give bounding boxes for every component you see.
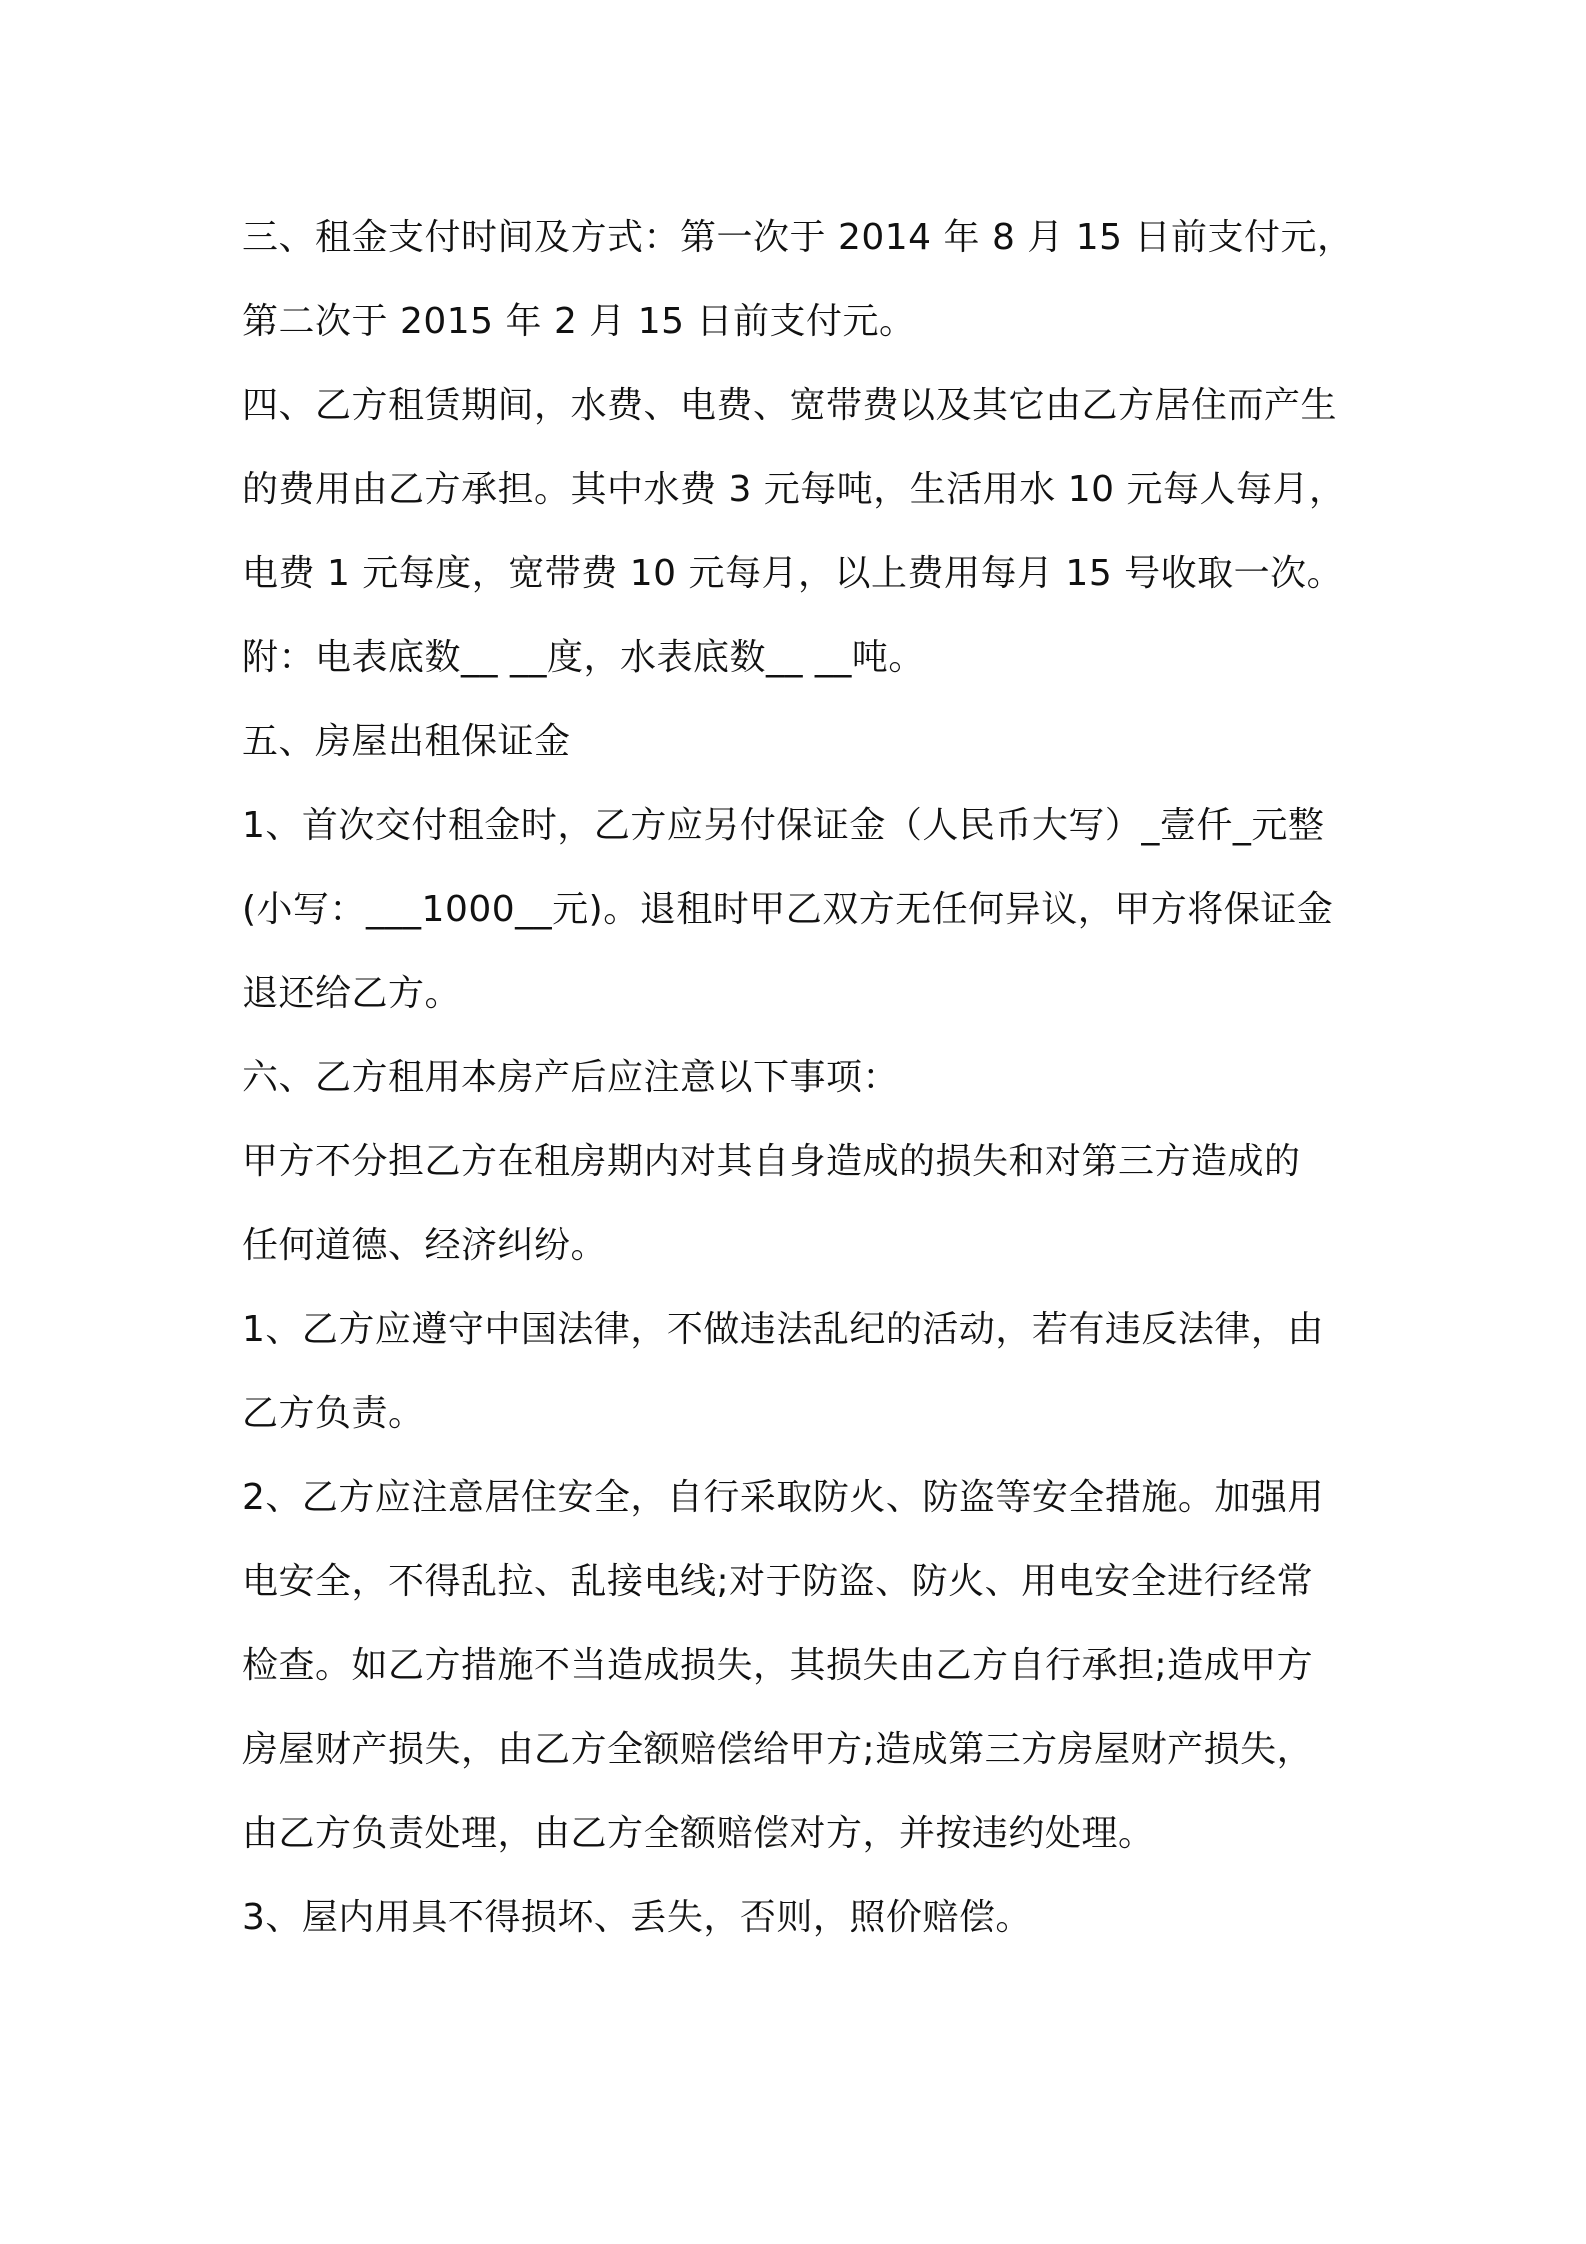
text-line: 甲方不分担乙方在租房期内对其自身造成的损失和对第三方造成的 [242,1141,1301,1182]
text-line: 3、屋内用具不得损坏、丢失，否则，照价赔偿。 [242,1897,1032,1938]
text-line: 第二次于 2015 年 2 月 15 日前支付元。 [242,301,916,342]
text-line: 检查。如乙方措施不当造成损失，其损失由乙方自行承担;造成甲方 [242,1645,1314,1686]
text-line: 1、首次交付租金时，乙方应另付保证金（人民币大写）_壹仟_元整 [242,805,1325,846]
text-line: 乙方负责。 [242,1393,425,1434]
text-line: 电费 1 元每度，宽带费 10 元每月，以上费用每月 15 号收取一次。 [242,553,1344,594]
text-line: 的费用由乙方承担。其中水费 3 元每吨，生活用水 10 元每人每月， [242,469,1346,510]
text-line: 退还给乙方。 [242,973,462,1014]
section-heading: 五、房屋出租保证金 [242,721,571,762]
text-line: 房屋财产损失，由乙方全额赔偿给甲方;造成第三方房屋财产损失， [242,1729,1314,1770]
text-line: 1、乙方应遵守中国法律，不做违法乱纪的活动，若有违反法律，由 [242,1309,1324,1350]
text-line: 附：电表底数__ __度，水表底数__ __吨。 [242,637,925,678]
text-line: 电安全，不得乱拉、乱接电线;对于防盗、防火、用电安全进行经常 [242,1561,1314,1602]
text-line: 四、乙方租赁期间，水费、电费、宽带费以及其它由乙方居住而产生 [242,385,1338,426]
text-line: 2、乙方应注意居住安全，自行采取防火、防盗等安全措施。加强用 [242,1477,1324,1518]
text-line: 由乙方负责处理，由乙方全额赔偿对方，并按违约处理。 [242,1813,1155,1854]
text-line: 任何道德、经济纠纷。 [242,1225,608,1266]
section-heading: 六、乙方租用本房产后应注意以下事项： [242,1057,900,1098]
text-line: 三、租金支付时间及方式：第一次于 2014 年 8 月 15 日前支付元， [242,217,1354,258]
document-body [242,196,1352,1960]
text-line: (小写：___1000__元)。退租时甲乙双方无任何异议，甲方将保证金 [242,889,1334,930]
